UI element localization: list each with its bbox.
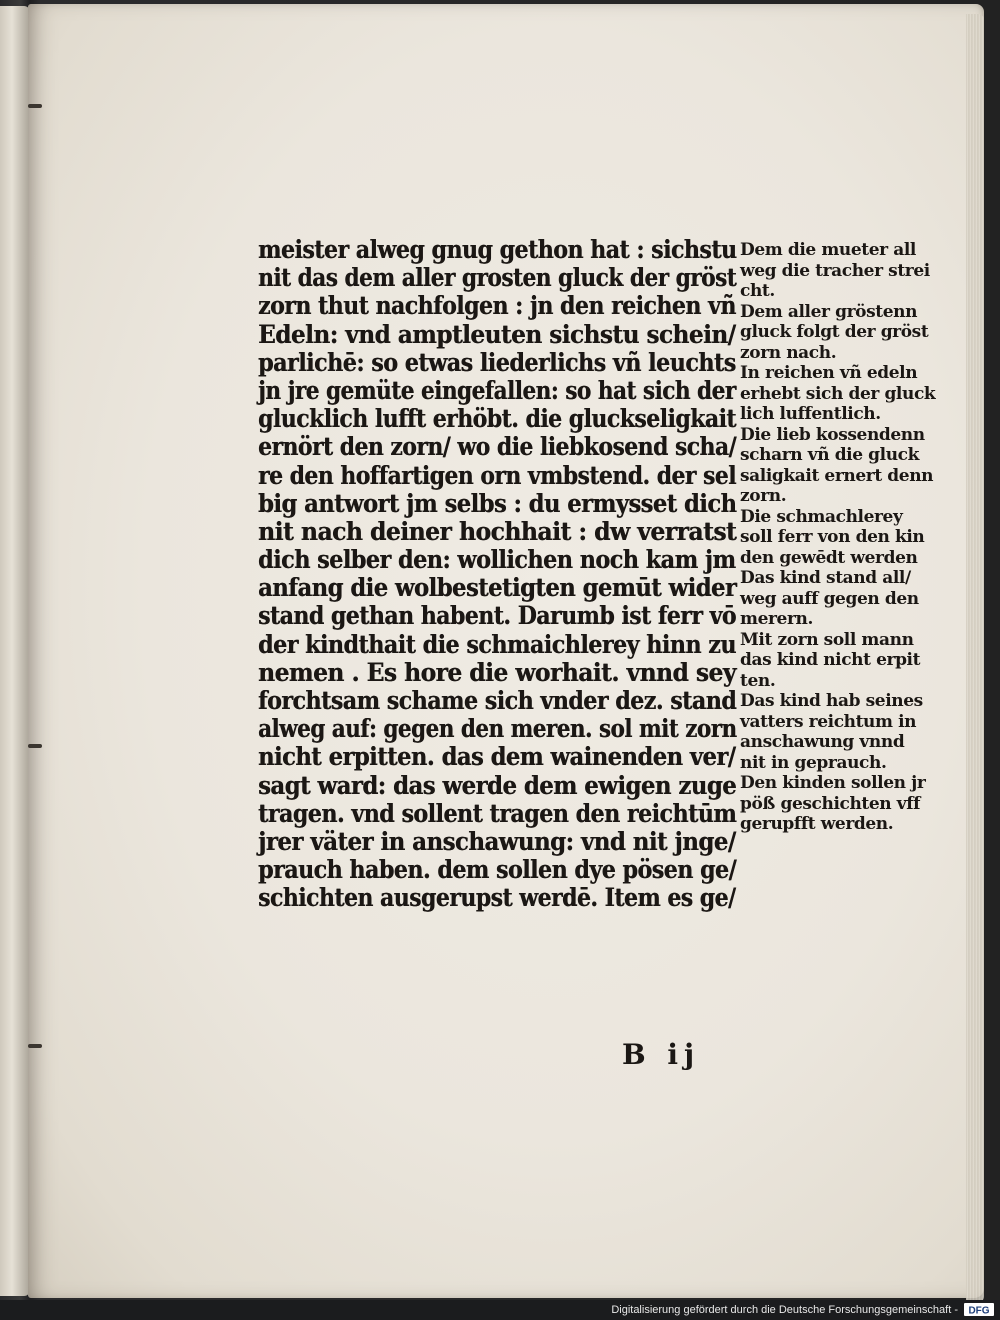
margin-note-line: soll ferr von den kin — [740, 527, 925, 547]
text-line: sagt ward: das werde dem ewigen zuge — [258, 770, 737, 801]
binding-thread-mark — [28, 744, 42, 748]
text-line: forchtsam schame sich vnder dez. stand — [258, 686, 737, 716]
margin-note-line: Dem aller gröstenn — [740, 301, 918, 322]
margin-note-line: nit in geprauch. — [740, 752, 887, 773]
margin-note-line: lich luffentlich. — [740, 404, 881, 424]
facing-page-edge — [0, 6, 30, 1296]
text-line: nicht erpitten. das dem wainenden ver/ — [258, 742, 736, 773]
margin-note-line: Die schmachlerey — [740, 506, 903, 527]
margin-note-line: saligkait ernert denn — [740, 465, 934, 486]
margin-note-line: pöß geschichten vff — [740, 793, 921, 814]
digitization-credit: Digitalisierung gefördert durch die Deutsche Forschungsgemeinschaft - — [611, 1304, 958, 1316]
text-line: alweg auf: gegen den meren. sol mit zorn — [258, 714, 737, 745]
margin-note-line: ten. — [740, 670, 776, 691]
margin-note-line: anschawung vnnd — [740, 732, 905, 752]
margin-note-line: Mit zorn soll mann — [740, 629, 914, 650]
text-line: nit das dem aller grosten gluck der gröst — [258, 263, 737, 294]
margin-note-line: cht. — [740, 281, 775, 301]
page-edge-stack — [966, 14, 984, 1304]
margin-note-line: den gewēdt werden — [740, 547, 918, 568]
binding-thread-mark — [28, 104, 42, 108]
margin-note-line: vatters reichtum in — [740, 711, 917, 732]
text-line: anfang die wolbestetigten gemūt wider — [258, 573, 737, 604]
margin-note-line: gerupfft werden. — [740, 814, 894, 834]
margin-note-line: Die lieb kossendenn — [740, 424, 925, 445]
svg-text:DFG: DFG — [968, 1305, 990, 1317]
text-line: ernört den zorn/ wo die liebkosend scha/ — [258, 432, 736, 463]
margin-note-line: das kind nicht erpit — [740, 650, 921, 670]
footer-bar — [0, 1300, 1000, 1320]
text-line: big antwort jm selbs : du ermysset dich — [258, 488, 737, 519]
text-line: zorn thut nachfolgen : jn den reichen vñ — [258, 291, 736, 322]
main-text-block — [258, 236, 738, 913]
text-line: der kindthait die schmaichlerey hinn zu — [258, 629, 736, 660]
margin-note-line: erhebt sich der gluck — [740, 383, 936, 404]
margin-note-line: Den kinden sollen jr — [740, 773, 926, 793]
text-line: nit nach deiner hochhait : dw verratst — [258, 516, 737, 547]
text-line: meister alweg gnug gethon hat : sichstu — [258, 235, 737, 265]
margin-note-line: zorn. — [740, 486, 787, 506]
text-line: Edeln: vnd amptleuten sichstu schein/ — [258, 319, 736, 350]
text-line: tragen. vnd sollent tragen den reichtūm — [258, 798, 737, 829]
text-line: schichten ausgerupst werdē. Item es ge/ — [258, 883, 736, 914]
margin-note-line: weg auff gegen den — [740, 588, 919, 609]
text-line: glucklich lufft erhöbt. die gluckseligkait — [258, 404, 736, 435]
signature-mark: B ij — [622, 1038, 701, 1071]
text-line: nemen . Es hore die worhait. vnnd sey — [258, 657, 736, 688]
margin-notes-column — [740, 240, 958, 835]
margin-note-line: zorn nach. — [740, 342, 837, 363]
text-line: jrer väter in anschawung: vnd nit jnge/ — [258, 826, 736, 857]
margin-note-line: Das kind stand all/ — [740, 568, 911, 588]
text-line: re den hoffartigen orn vmbstend. der sel — [258, 460, 736, 491]
margin-note-line: gluck folgt der gröst — [740, 322, 929, 342]
text-line: parlichē: so etwas liederlichs vñ leuchts — [258, 347, 736, 378]
text-line: stand gethan habent. Darumb ist ferr vō — [258, 601, 736, 632]
text-line: dich selber den: wollichen noch kam jm — [258, 545, 736, 576]
margin-note-line: In reichen vñ edeln — [740, 363, 918, 383]
text-line: jn jre gemüte eingefallen: so hat sich der — [258, 375, 736, 406]
margin-note-line: weg die tracher strei — [740, 260, 930, 281]
margin-note-line: Das kind hab seines — [740, 691, 923, 711]
dfg-logo-icon — [964, 1303, 994, 1316]
margin-note-line: merern. — [740, 609, 814, 629]
binding-thread-mark — [28, 1044, 42, 1048]
text-line: prauch haben. dem sollen dye pösen ge/ — [258, 855, 737, 886]
margin-note-line: Dem die mueter all — [740, 240, 916, 260]
margin-note-line: scharn vñ die gluck — [740, 445, 920, 465]
